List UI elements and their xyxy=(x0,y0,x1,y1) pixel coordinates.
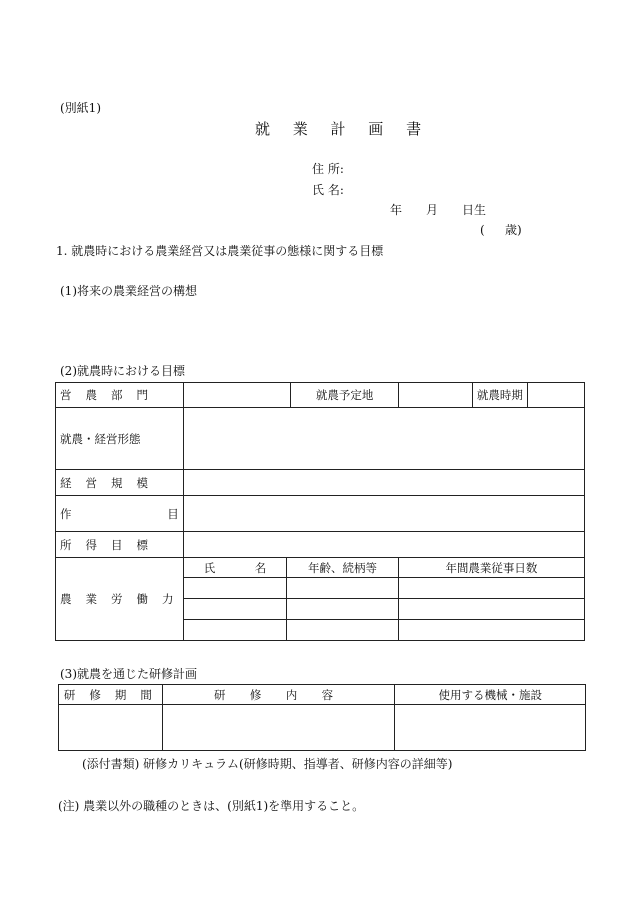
labor-age-cell[interactable] xyxy=(287,620,399,641)
training-period-cell[interactable] xyxy=(59,705,163,751)
farming-goal-table xyxy=(55,382,585,641)
col-training-equipment: 使用する機械・施設 xyxy=(395,685,586,705)
sector-label: 営 農 部 門 xyxy=(56,383,184,408)
crop-label xyxy=(56,496,184,532)
col-training-period: 研 修 期 間 xyxy=(59,685,163,705)
training-equipment-cell[interactable] xyxy=(395,705,586,751)
form-cell[interactable] xyxy=(183,408,584,470)
age-label: 歳) xyxy=(505,223,522,237)
labor-days-cell[interactable] xyxy=(398,620,584,641)
col-age-header: 年齢、続柄等 xyxy=(287,558,399,578)
training-content-cell[interactable] xyxy=(162,705,394,751)
form-label: 就農・経営形態 xyxy=(56,408,184,470)
col-training-content: 研 修 内 容 xyxy=(162,685,394,705)
crop-label-a: 作 xyxy=(60,506,72,521)
col-name-a: 氏 xyxy=(203,560,216,575)
birth-day-label: 日生 xyxy=(462,203,487,217)
labor-name-cell[interactable] xyxy=(183,578,287,599)
income-cell[interactable] xyxy=(183,532,584,558)
birth-month-label: 月 xyxy=(426,203,439,217)
col-name-b: 名 xyxy=(254,560,267,575)
crop-cell[interactable] xyxy=(183,496,584,532)
annex-label: (別紙1) xyxy=(60,101,101,115)
labor-label: 農 業 労 働 力 xyxy=(56,558,184,641)
labor-age-cell[interactable] xyxy=(287,578,399,599)
planned-site-label: 就農予定地 xyxy=(291,383,398,408)
labor-name-cell[interactable] xyxy=(183,620,287,641)
income-label: 所 得 目 標 xyxy=(56,532,184,558)
training-plan-table xyxy=(58,684,586,751)
sector-cell[interactable] xyxy=(183,383,291,408)
labor-days-cell[interactable] xyxy=(398,599,584,620)
name-label: 氏 名: xyxy=(312,183,344,197)
birth-year-label: 年 xyxy=(390,203,403,217)
crop-label-b: 目 xyxy=(167,506,179,521)
footnote: (注) 農業以外の職種のときは、(別紙1)を準用すること。 xyxy=(58,799,365,813)
labor-age-cell[interactable] xyxy=(287,599,399,620)
page-title: 就 業 計 画 書 xyxy=(255,120,431,138)
labor-days-cell[interactable] xyxy=(398,578,584,599)
attachment-note: (添付書類) 研修カリキュラム(研修時期、指導者、研修内容の詳細等) xyxy=(82,757,453,771)
section1-sub2-heading: (2)就農時における目標 xyxy=(60,364,185,378)
col-name-header xyxy=(183,558,287,578)
scale-cell[interactable] xyxy=(183,470,584,496)
address-label: 住 所: xyxy=(312,162,344,176)
planned-site-cell[interactable] xyxy=(398,383,472,408)
labor-name-cell[interactable] xyxy=(183,599,287,620)
section1-sub1-heading: (1)将来の農業経営の構想 xyxy=(60,284,197,298)
age-open-paren: ( xyxy=(480,223,485,237)
section3-heading: (3)就農を通じた研修計画 xyxy=(60,667,197,681)
period-label: 就農時期 xyxy=(472,383,527,408)
section1-heading: 1. 就農時における農業経営又は農業従事の態様に関する目標 xyxy=(56,244,384,258)
period-cell[interactable] xyxy=(527,383,584,408)
col-days-header: 年間農業従事日数 xyxy=(398,558,584,578)
scale-label: 経 営 規 模 xyxy=(56,470,184,496)
